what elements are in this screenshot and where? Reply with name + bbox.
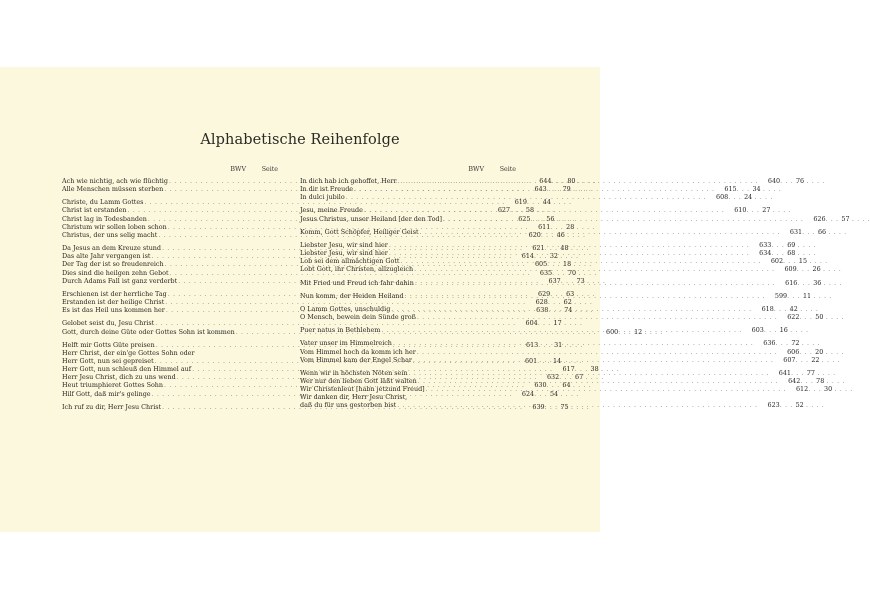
page-number: 78 (816, 376, 825, 385)
page-number: 72 (791, 339, 800, 348)
bwv-number: 640 (767, 177, 781, 185)
page-number: 18 (563, 260, 572, 269)
hymn-title: Herr Christ, der ein'ge Gottes Sohn oder (62, 348, 195, 357)
hymn-title: Helft mir Gotts Güte preisen (62, 340, 155, 349)
bwv-number: 608 (716, 193, 729, 202)
bwv-number: 612 (795, 385, 809, 394)
dot-leader (780, 401, 794, 409)
bwv-number: 631 (789, 227, 803, 236)
bwv-number: 643 (534, 185, 547, 194)
page-number: 32 (549, 252, 558, 261)
bwv-number: 637 (548, 276, 561, 285)
dot-leader (405, 289, 766, 300)
page-number: 76 (795, 177, 805, 185)
dot-leader (764, 326, 778, 334)
dot-leader (771, 249, 785, 257)
seite-header: Seite (261, 166, 278, 173)
dot-leader (417, 348, 778, 356)
dot-leader (800, 377, 814, 385)
hymn-title: Wenn wir in höchsten Nöten sein (300, 368, 408, 377)
dot-leader (771, 241, 785, 249)
hymn-title: Dies sind die heilgen zehn Gebot (62, 268, 169, 277)
index-entry (300, 193, 753, 202)
dot-leader (791, 369, 805, 377)
dot-leader (799, 348, 813, 356)
page-number: 56 (546, 214, 555, 223)
hymn-title: Liebster Jesu, wir sind hier (300, 240, 388, 249)
page-number: 36 (813, 278, 822, 287)
index-entry (300, 313, 824, 322)
page-number: 12 (634, 327, 643, 336)
hymn-title: Nun komm, der Heiden Heiland (300, 291, 404, 300)
hymn-title: Christ lag in Todesbanden (62, 214, 147, 223)
dot-leader (802, 228, 816, 236)
bwv-number: 621 (532, 244, 545, 253)
hymn-title: Heut triumphieret Gottes Sohn (62, 381, 164, 390)
page-number: 69 (787, 240, 796, 249)
bwv-number: 626 (813, 214, 826, 223)
page-number: 30 (824, 385, 833, 394)
dot-leader (799, 313, 813, 321)
page-number: 31 (554, 340, 563, 349)
dot-leader (418, 377, 779, 385)
dot-leader (780, 177, 794, 185)
dot-leader (364, 206, 725, 214)
index-entry (62, 222, 575, 231)
bwv-number: 599 (774, 291, 788, 300)
hymn-title: In dich hab ich gehoffet, Herr (300, 177, 397, 185)
hymn-title: daß du für uns gestorben bist (300, 401, 397, 410)
dot-leader (808, 385, 822, 393)
bwv-number: 641 (778, 368, 791, 377)
page-number: 68 (787, 249, 796, 258)
bwv-number: 636 (763, 339, 776, 348)
page-number: 80 (567, 177, 576, 185)
bwv-number: 629 (538, 289, 551, 298)
hymn-title: Es ist das Heil uns kommen her (62, 306, 165, 315)
page-number: 46 (556, 230, 565, 239)
hymn-title: Herr Jesu Christ, dich zu uns wend (62, 373, 176, 382)
dot-leader (354, 185, 715, 193)
page-number: 67 (575, 373, 584, 382)
dot-leader (826, 215, 840, 223)
hymn-title: Puer natus in Bethlehem (300, 326, 381, 335)
index-entry (62, 198, 551, 207)
hymn-title: Jesu, meine Freude (300, 206, 363, 215)
page-number: 26 (812, 265, 821, 274)
hymn-title: Gelobet seist du, Jesu Christ (62, 319, 155, 328)
bwv-number: 623 (767, 401, 780, 410)
bwv-number: 616 (785, 278, 798, 287)
bwv-number: 613 (526, 340, 539, 349)
bwv-number: 601 (524, 356, 538, 365)
bwv-number: 628 (535, 298, 548, 307)
page-number: 38 (590, 365, 599, 374)
page-number: 73 (576, 276, 585, 285)
hymn-title: Wir danken dir, Herr Jesu Christ, (300, 393, 408, 402)
page-number: 79 (562, 185, 571, 194)
page-title: Alphabetische Reihenfolge (200, 132, 400, 148)
page-number: 48 (560, 244, 569, 253)
page-number: 57 (841, 214, 850, 223)
bwv-number: 634 (759, 249, 772, 258)
page-number: 20 (815, 347, 824, 356)
bwv-number: 639 (532, 402, 545, 411)
bwv-number: 620 (528, 230, 541, 239)
hymn-title: Der Tag der ist so freudenreich (62, 260, 164, 269)
dot-leader (414, 265, 775, 273)
dot-leader (391, 305, 752, 313)
page-number: 52 (795, 401, 804, 410)
index-entry (300, 347, 824, 356)
page-number: 17 (553, 319, 562, 328)
hymn-title: Lob sei dem allmächtigen Gott (300, 257, 400, 266)
bwv-number: 635 (539, 268, 553, 277)
column-header (62, 166, 280, 177)
bwv-number: 642 (788, 376, 801, 385)
bwv-number: 611 (538, 222, 551, 231)
hymn-title: Christum wir sollen loben schon (62, 222, 167, 231)
bwv-number: 610 (734, 206, 747, 215)
dot-leader (797, 265, 811, 273)
bwv-number: 619 (514, 198, 527, 207)
bwv-number: 624 (521, 389, 535, 398)
page-number: 54 (549, 389, 559, 398)
hymn-title: Alle Menschen müssen sterben (62, 185, 164, 194)
dot-leader (443, 215, 804, 223)
bwv-header: BWV (468, 166, 484, 173)
dot-leader (401, 257, 762, 265)
seite-header: Seite (499, 166, 516, 173)
page-number: 70 (567, 268, 577, 277)
page-number: 58 (525, 206, 535, 215)
page-number: 62 (563, 298, 572, 307)
bwv-number: 633 (759, 240, 772, 249)
hymn-title: Erstanden ist der heilige Christ (62, 298, 165, 307)
bwv-number: 609 (784, 265, 797, 274)
index-entry (62, 319, 562, 328)
hymn-title: Vom Himmel hoch da komm ich her (300, 347, 416, 356)
bwv-number: 618 (761, 304, 774, 313)
page-number: 34 (752, 185, 761, 194)
hymn-title: Liebster Jesu, wir sind hier (300, 249, 388, 258)
hymn-title: Lobt Gott, ihr Christen, allzugleich (300, 265, 414, 274)
dot-leader (398, 177, 759, 185)
hymn-title: Gott, durch deine Güte oder Gottes Sohn ist kommen (62, 327, 235, 336)
dot-leader (795, 356, 809, 364)
page-number: 22 (811, 355, 820, 364)
bwv-number: 625 (518, 214, 531, 223)
hymn-title: Ich ruf zu dir, Herr Jesu Christ (62, 402, 162, 411)
dot-leader (393, 339, 754, 347)
dot-leader (728, 193, 742, 201)
dot-leader (417, 313, 778, 321)
hymn-title: Herr Gott, nun schleuß den Himmel auf (62, 365, 192, 374)
dot-leader (420, 228, 781, 236)
bwv-number: 615 (724, 185, 737, 194)
column-header (300, 166, 518, 177)
dot-leader (413, 356, 774, 364)
bwv-number: 604 (525, 319, 538, 328)
hymn-title: Vater unser im Himmelreich (300, 339, 392, 348)
hymn-title: Mit Fried und Freud ich fahr dahin (300, 278, 414, 287)
page-number: 24 (744, 193, 753, 202)
page-number: 50 (815, 313, 824, 322)
bwv-number: 605 (534, 260, 548, 269)
bwv-number: 603 (751, 326, 764, 335)
hymn-title: Jesus Christus, unser Heiland [der den Tod] (300, 214, 443, 223)
page-number: 11 (802, 291, 812, 300)
bwv-number: 632 (546, 373, 560, 382)
dot-leader (787, 292, 801, 300)
page-number: 64 (562, 381, 571, 390)
dot-leader (408, 369, 769, 377)
bwv-number: 638 (536, 306, 549, 315)
page-number: 77 (806, 368, 815, 377)
dot-leader (775, 339, 789, 347)
page-number: 28 (566, 222, 575, 231)
page-number: 27 (762, 206, 771, 215)
page-number: 44 (542, 198, 551, 207)
hymn-title: Christe, du Lamm Gottes (62, 198, 144, 207)
bwv-number: 606 (787, 347, 800, 356)
hymn-title: Erschienen ist der herrliche Tag (62, 289, 167, 298)
page-number: 63 (566, 289, 575, 298)
hymn-title: Komm, Gott Schöpfer, Heiliger Geist (300, 227, 419, 236)
dot-leader (346, 193, 707, 201)
hymn-title: Wer nur den lieben Gott läßt walten (300, 376, 417, 385)
bwv-number: 614 (521, 252, 534, 261)
index-entry (62, 298, 572, 307)
dot-leader (746, 206, 760, 214)
dot-leader (397, 401, 758, 409)
dot-leader (774, 305, 788, 313)
dot-leader (389, 241, 750, 249)
bwv-number: 622 (787, 313, 800, 322)
bwv-number: 602 (770, 257, 784, 266)
hymn-title: Christ ist erstanden (62, 206, 127, 215)
hymn-title: In dir ist Freude (300, 185, 354, 194)
hymn-title: Vom Himmel kam der Engel Schar (300, 355, 412, 364)
page-number: 14 (553, 356, 562, 365)
page-number: 42 (789, 304, 798, 313)
page-number: 74 (564, 306, 573, 315)
dot-leader (381, 326, 742, 334)
page-number: 16 (779, 326, 788, 335)
dot-leader (797, 279, 811, 287)
page-number: 15 (798, 257, 808, 266)
bwv-header: BWV (230, 166, 246, 173)
hymn-title: O Lamm Gottes, unschuldig (300, 304, 391, 313)
bwv-number: 630 (534, 381, 547, 390)
bwv-number: 617 (562, 365, 575, 374)
dot-leader (783, 257, 797, 265)
bwv-number: 627 (497, 206, 511, 215)
index-entry (300, 393, 518, 401)
bwv-number: 607 (783, 355, 796, 364)
hymn-title: O Mensch, bewein dein Sünde groß (300, 313, 416, 322)
dot-leader (426, 385, 787, 393)
bwv-number: 644 (539, 177, 552, 185)
hymn-title: Wir Christenleut [habn jetzund Freud] (300, 385, 425, 394)
index-entry (62, 349, 280, 357)
hymn-title: Christus, der uns selig macht (62, 230, 158, 239)
hymn-title: In dulci jubilo (300, 193, 345, 202)
hymn-title: Das alte Jahr vergangen ist (62, 252, 151, 261)
dot-leader (737, 185, 751, 193)
hymn-title: Hilf Gott, daß mir's gelinge (62, 389, 151, 398)
hymn-title: Herr Gott, nun sei gepreiset (62, 356, 154, 365)
page-number: 75 (560, 402, 569, 411)
dot-leader (415, 276, 776, 287)
bwv-number: 600 (606, 327, 619, 336)
hymn-title: Da Jesus an dem Kreuze stund (62, 244, 162, 253)
hymn-title: Durch Adams Fall ist ganz verderbt (62, 276, 178, 285)
hymn-title: Ach wie nichtig, ach wie flüchtig (62, 177, 168, 185)
dot-leader (389, 249, 750, 257)
page-number: 66 (817, 227, 827, 236)
